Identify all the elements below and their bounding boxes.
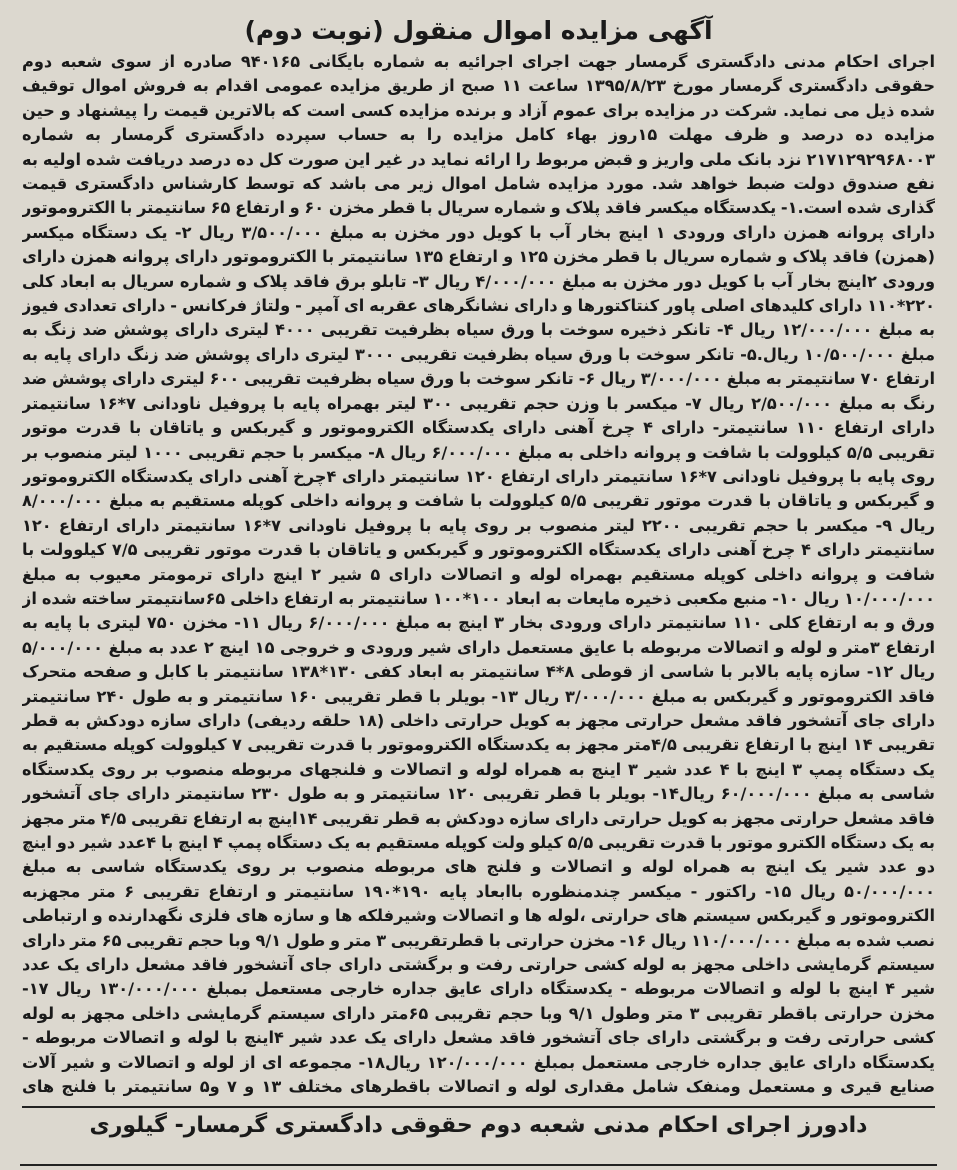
notice-title: آگهی مزایده اموال منقول (نوبت دوم): [244, 16, 713, 45]
bottom-divider: [20, 1164, 937, 1166]
divider: [22, 1106, 935, 1108]
notice-body: اجرای احکام مدنی دادگستری گرمسار جهت اجرای اجرائیه به شماره بایگانی ۹۴۰۱۶۵ صادره از سوی شعبه دوم حقوقی دادگستری گرمسار مورخ ۱۳۹۵/۸/۲۳ ساعت ۱۱ صبح از طریق مزایده عمومی اقدام به فروش اموال توقیف شده ذیل می نماید. شرکت در مزایده برای عموم آزاد و برنده مزایده کسی است که بالاترین قیمت را پیشنهاد و حین مزایده ده درصد و ظرف مهلت ۱۵روز بهاء کامل مزایده را به حساب سپرده دادگستری گرمسار به شماره ۲۱۷۱۲۹۲۹۶۸۰۰۳ نزد بانک ملی واریز و قبض مربوط را ارائه نماید در غیر این صورت کل ده درصد دریافت شده اولیه به نفع صندوق دولت ضبط خواهد شد. مورد مزایده شامل اموال زیر می باشد که توسط کارشناس دادگستری قیمت گذاری شده است.۱- یکدستگاه میکسر فاقد پلاک و شماره سریال با قطر مخزن ۶۰ و ارتفاع ۶۵ سانتیمتر با الکتروموتور دارای پروانه همزن دارای ورودی ۱ اینچ بخار آب با کویل دور مخزن به مبلغ ۳/۵۰۰/۰۰۰ ریال ۲- یک دستگاه میکسر (همزن) فاقد پلاک و شماره سریال با قطر مخزن ۱۲۵ و ارتفاع ۱۳۵ سانتیمتر با الکتروموتور دارای پروانه همزن دارای ورودی ۲اینچ بخار آب با کویل دور مخزن به مبلغ ۴/۰۰۰/۰۰۰ ریال ۳- تابلو برق فاقد پلاک و شماره سریال به ابعاد کلی ۲۲۰*۱۱۰ دارای کلیدهای اصلی پاور کنتاکتورها و دارای نشانگرهای عقربه ای آمپر - ولتاژ فرکانس - دارای تعدادی فیوز به مبلغ ۱۲/۰۰۰/۰۰۰ ریال ۴- تانکر ذخیره سوخت با ورق سیاه بظرفیت تقریبی ۴۰۰۰ لیتری دارای پوشش ضد زنگ به مبلغ ۱۰/۵۰۰/۰۰۰ ریال.۵- تانکر سوخت با ورق سیاه بظرفیت تقریبی ۳۰۰۰ لیتری دارای پوشش ضد زنگ دارای پایه به ارتفاع ۷۰ سانتیمتر به مبلغ ۳/۰۰۰/۰۰۰ ریال ۶- تانکر سوخت با ورق سیاه بظرفیت تقریبی ۶۰۰ لیتری دارای پوشش ضد رنگ به مبلغ ۲/۵۰۰/۰۰۰ ریال ۷- میکسر با وزن حجم تقریبی ۳۰۰ لیتر بهمراه پایه با پروفیل ناودانی ۷*۱۶ سانتیمتر دارای ارتفاع ۱۱۰ سانتیمتر- دارای ۴ چرخ آهنی دارای یکدستگاه الکتروموتور و گیربکس و یاتاقان با قدرت موتور تقریبی ۵/۵ کیلوولت با شافت و پروانه داخلی به مبلغ ۶/۰۰۰/۰۰۰ ریال ۸- میکسر با حجم تقریبی ۱۰۰۰ لیتر منصوب بر روی پایه با پروفیل ناودانی ۷*۱۶ سانتیمتر دارای ارتفاع ۱۲۰ سانتیمتر دارای ۴چرخ آهنی دارای یکدستگاه الکتروموتور و گیربکس و یاتاقان با قدرت موتور تقریبی ۵/۵ کیلوولت با شافت و پروانه داخلی کوپله مستقیم به مبلغ ۸/۰۰۰/۰۰۰ ریال ۹- میکسر با حجم تقریبی ۲۲۰۰ لیتر منصوب بر روی پایه با پروفیل ناودانی ۷*۱۶ سانتیمتر دارای ارتفاع ۱۲۰ سانتیمتر دارای ۴ چرخ آهنی دارای یکدستگاه الکتروموتور و گیربکس و یاتاقان با قدرت موتور تقریبی ۷/۵ کیلوولت با شافت و پروانه داخلی کوپله مستقیم بهمراه لوله و اتصالات دارای ۵ شیر ۲ اینچ دارای ترمومتر معیوب به مبلغ ۱۰/۰۰۰/۰۰۰ ریال ۱۰- منبع مکعبی ذخیره مایعات به ابعاد ۱۰۰*۱۰۰ سانتیمتر به ارتفاع داخلی ۶۵سانتیمتر ساخته شده از ورق و به ارتفاع کلی ۱۱۰ سانتیمتر دارای ورودی بخار ۳ اینچ به مبلغ ۶/۰۰۰/۰۰۰ ریال ۱۱- مخزن ۷۵۰ لیتری با پایه به ارتفاع ۳متر و لوله و اتصالات مربوطه با عایق مستعمل دارای شیر ورودی و خروجی ۱۵ اینچ ۲ عدد به مبلغ ۵/۰۰۰/۰۰۰ ریال ۱۲- سازه پایه بالابر با شاسی از قوطی ۸*۴ سانتیمتر به ابعاد کفی ۱۳۰*۱۳۸ سانتیمتر با کابل و صفحه متحرک فاقد الکتروموتور و گیربکس به مبلغ ۳/۰۰۰/۰۰۰ ریال ۱۳- بویلر با قطر تقریبی ۱۶۰ سانتیمتر و به طول ۲۴۰ سانتیمتر دارای جای آتشخور فاقد مشعل حرارتی مجهز به کویل حرارتی داخلی (۱۸ حلقه ردیفی) دارای سازه دودکش به قطر تقریبی ۱۴ اینچ با ارتفاع تقریبی ۴/۵متر مجهز به یکدستگاه الکتروموتور با قدرت تقریبی ۷ کیلوولت کوپله مستقیم به یک دستگاه پمپ ۳ اینچ با ۴ عدد شیر ۳ اینچ به همراه لوله و اتصالات و فلنجهای مربوطه منصوب بر روی یکدستگاه شاسی به مبلغ ۶۰/۰۰۰/۰۰۰ ریال۱۴- بویلر با قطر تقریبی ۱۲۰ سانتیمتر و به طول ۲۳۰ سانتیمتر دارای جای آتشخور فاقد مشعل حرارتی مجهز به کویل حرارتی دارای سازه دودکش به قطر تقریبی ۱۴اینچ به ارتفاع تقریبی ۴/۵ متر مجهز به یک دستگاه الکترو موتور با قدرت تقریبی ۵/۵ کیلو ولت کوپله مستقیم به یک دستگاه پمپ ۴ اینچ با ۴عدد شیر دو اینچ دو عدد شیر یک اینچ به همراه لوله و اتصالات و فلنج های مربوطه منصوب بر روی یکدستگاه شاسی به مبلغ ۵۰/۰۰۰/۰۰۰ ریال ۱۵- راکتور - میکسر چندمنظوره باابعاد پایه ۱۹۰*۱۹۰ سانتیمتر و ارتفاع تقریبی ۶ متر مجهزبه الکتروموتور و گیربکس سیستم های حرارتی ،لوله ها و اتصالات وشیرفلکه ها و سازه های فلزی نگهدارنده و ارتباطی نصب شده به مبلغ ۱۱۰/۰۰۰/۰۰۰ ریال ۱۶- مخزن حرارتی با قطرتقریبی ۳ متر و طول ۹/۱ وبا حجم تقریبی ۶۵ متر دارای سیستم گرمایشی داخلی مجهز به لوله کشی حرارتی رفت و برگشتی دارای جای آتشخور فاقد مشعل دارای یک عدد شیر ۴ اینچ با لوله و اتصالات مربوطه - یکدستگاه دارای عایق جداره خارجی مستعمل بمبلغ ۱۳۰/۰۰۰/۰۰۰ ریال ۱۷- مخزن حرارتی باقطر تقریبی ۳ متر وطول ۹/۱ وبا حجم تقریبی ۶۵متر دارای سیستم گرمایشی داخلی مجهز به لوله کشی حرارتی رفت و برگشتی دارای جای آتشخور فاقد مشعل دارای یک عدد شیر ۴اینچ با لوله و اتصالات مربوطه - یکدستگاه دارای عایق جداره خارجی مستعمل بمبلغ ۱۲۰/۰۰۰/۰۰۰ ریال۱۸- مجموعه ای از لوله و اتصالات و شیر آلات صنایع قیری و مستعمل ومنفک شامل مقداری لوله و اتصالات باقطرهای مختلف ۱۳ و ۷ و۵ سانتیمتر با فلنج های: [22, 52, 935, 1097]
notice-signature: دادورز اجرای احکام مدنی شعبه دوم حقوقی دادگستری گرمسار- گیلوری: [89, 1113, 868, 1138]
